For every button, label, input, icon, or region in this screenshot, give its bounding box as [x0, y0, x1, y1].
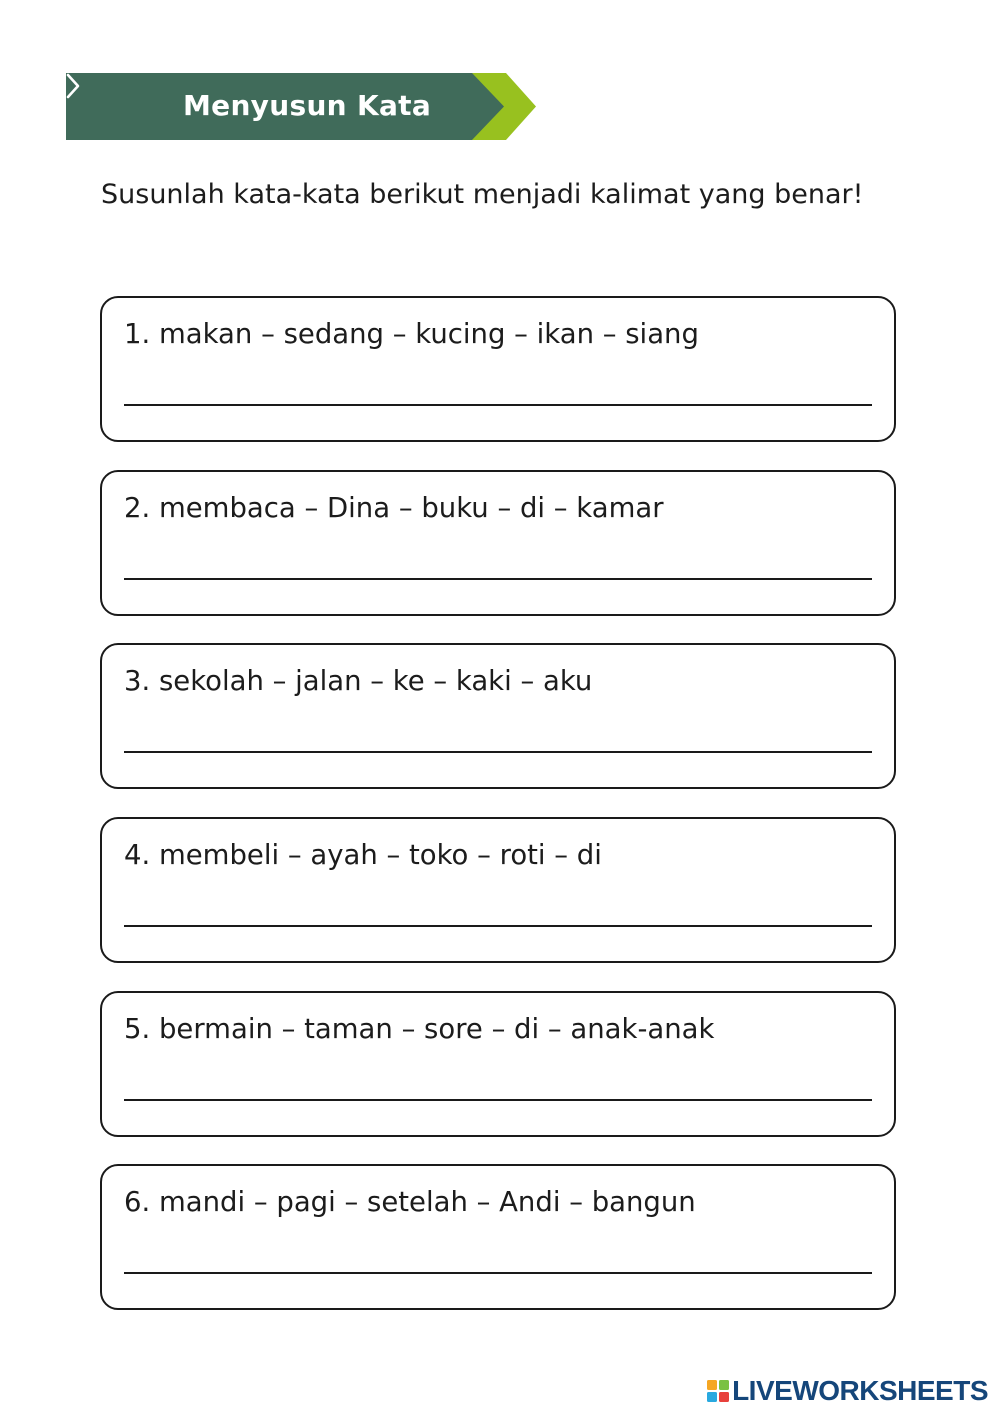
question-card-3	[100, 643, 896, 789]
question-text: 6. mandi – pagi – setelah – Andi – bangun	[124, 1186, 696, 1218]
answer-line[interactable]	[124, 1272, 872, 1274]
instruction-text: Susunlah kata-kata berikut menjadi kalimat yang benar!	[101, 179, 864, 210]
footer-brand	[707, 1374, 988, 1408]
chevron-right-icon	[66, 73, 80, 99]
answer-line[interactable]	[124, 751, 872, 753]
question-card-4	[100, 817, 896, 963]
question-card-6	[100, 1164, 896, 1310]
question-card-2	[100, 470, 896, 616]
question-text: 3. sekolah – jalan – ke – kaki – aku	[124, 665, 593, 697]
question-text: 5. bermain – taman – sore – di – anak-anak	[124, 1013, 715, 1045]
answer-line[interactable]	[124, 925, 872, 927]
question-text: 1. makan – sedang – kucing – ikan – siang	[124, 318, 699, 350]
question-card-5	[100, 991, 896, 1137]
section-banner	[66, 73, 536, 140]
answer-line[interactable]	[124, 1099, 872, 1101]
question-text: 2. membaca – Dina – buku – di – kamar	[124, 492, 664, 524]
question-card-1	[100, 296, 896, 442]
answer-line[interactable]	[124, 404, 872, 406]
section-title: Menyusun Kata	[183, 89, 432, 122]
brand-name: LIVEWORKSHEETS	[732, 1375, 988, 1406]
question-text: 4. membeli – ayah – toko – roti – di	[124, 839, 602, 871]
liveworksheets-logo-icon	[707, 1380, 729, 1402]
answer-line[interactable]	[124, 578, 872, 580]
